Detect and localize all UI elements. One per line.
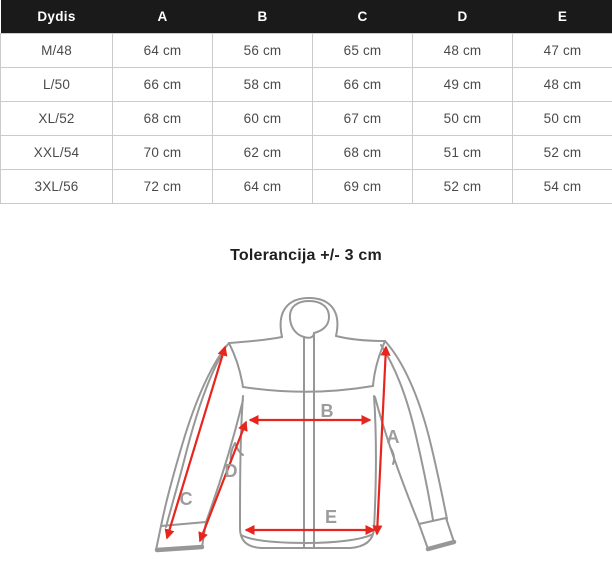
- chest-seam: [243, 386, 373, 392]
- table-row: [1, 34, 612, 68]
- value-cell: 65 cm: [313, 34, 413, 68]
- measure-label-b: B: [321, 401, 334, 421]
- value-cell: 67 cm: [313, 102, 413, 136]
- body-side-right: [374, 396, 376, 529]
- value-cell: 68 cm: [113, 102, 213, 136]
- value-cell: 66 cm: [313, 68, 413, 102]
- shoulder-left: [229, 337, 282, 343]
- value-cell: 68 cm: [313, 136, 413, 170]
- measure-line-a: [377, 347, 386, 534]
- measure-label-a: A: [387, 427, 400, 447]
- table-row: [1, 136, 612, 170]
- value-cell: 49 cm: [413, 68, 513, 102]
- header-d: D: [413, 0, 513, 34]
- body-side-left: [240, 396, 243, 528]
- measurement-arrows: [167, 347, 386, 541]
- value-cell: 66 cm: [113, 68, 213, 102]
- collar-front: [290, 319, 314, 338]
- measure-label-e: E: [325, 507, 337, 527]
- value-cell: 50 cm: [513, 102, 612, 136]
- value-cell: 64 cm: [213, 170, 313, 204]
- value-cell: 52 cm: [513, 136, 612, 170]
- measure-line-c: [167, 347, 225, 538]
- value-cell: 64 cm: [113, 34, 213, 68]
- table-row: [1, 170, 612, 204]
- underarm-mark-right: [390, 447, 394, 464]
- table-row: [1, 102, 612, 136]
- size-cell: L/50: [1, 68, 113, 102]
- value-cell: 60 cm: [213, 102, 313, 136]
- value-cell: 50 cm: [413, 102, 513, 136]
- collar-inner: [290, 301, 329, 333]
- table-row: [1, 68, 612, 102]
- cuff-left-edge: [157, 547, 202, 550]
- value-cell: 72 cm: [113, 170, 213, 204]
- value-cell: 56 cm: [213, 34, 313, 68]
- value-cell: 69 cm: [313, 170, 413, 204]
- header-c: C: [313, 0, 413, 34]
- sleeve-cap-seam-left: [229, 343, 243, 387]
- value-cell: 48 cm: [413, 34, 513, 68]
- value-cell: 62 cm: [213, 136, 313, 170]
- measure-label-c: C: [180, 489, 193, 509]
- tolerance-note: Tolerancija +/- 3 cm: [0, 247, 612, 265]
- value-cell: 52 cm: [413, 170, 513, 204]
- value-cell: 70 cm: [113, 136, 213, 170]
- hem-band-line: [241, 534, 373, 543]
- size-cell: M/48: [1, 34, 113, 68]
- size-cell: 3XL/56: [1, 170, 113, 204]
- value-cell: 51 cm: [413, 136, 513, 170]
- value-cell: 48 cm: [513, 68, 612, 102]
- size-table: [0, 0, 612, 204]
- header-e: E: [513, 0, 612, 34]
- header-a: A: [113, 0, 213, 34]
- header-b: B: [213, 0, 313, 34]
- value-cell: 54 cm: [513, 170, 612, 204]
- measure-label-d: D: [225, 461, 238, 481]
- size-cell: XL/52: [1, 102, 113, 136]
- cuff-right-edge: [428, 542, 454, 549]
- size-table-header: [1, 0, 612, 34]
- jacket-measurement-diagram: [0, 285, 612, 575]
- value-cell: 47 cm: [513, 34, 612, 68]
- shoulder-right: [336, 336, 385, 341]
- value-cell: 58 cm: [213, 68, 313, 102]
- size-cell: XXL/54: [1, 136, 113, 170]
- header-size: Dydis: [1, 0, 113, 34]
